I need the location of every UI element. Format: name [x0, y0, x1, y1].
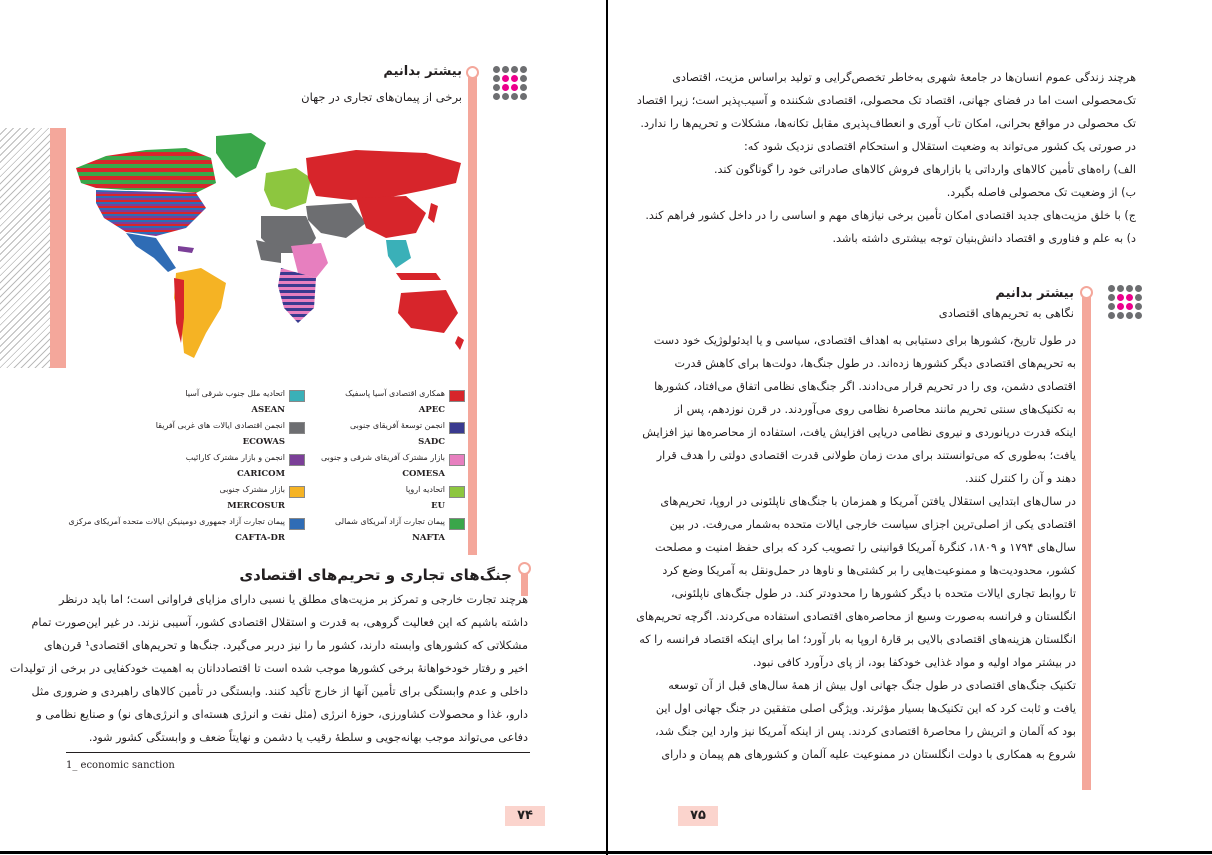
legend-code: NAFTA	[412, 533, 445, 543]
footnote: 1_ economic sanction	[66, 760, 175, 771]
left-body-text	[9, 588, 528, 749]
legend-item	[295, 513, 465, 551]
legend-swatch	[289, 422, 305, 434]
heading-bullet-icon	[518, 562, 531, 575]
text-line: مشکلاتی که کشورهای وابسته دارند، کشور ما را نیز دربر می‌گیرد. جنگ‌ها و تحریم‌های اقتصادی¹ قرن‌های	[43, 639, 528, 652]
legend-label: اتحادیه اروپا	[405, 485, 445, 494]
text-line: هرچند تجارت خارجی و تمرکز بر مزیت‌های مطلق یا نسبی دارای مزایای فراوانی است؛ اما باید درنظر	[59, 593, 528, 606]
legend-code: COMESA	[402, 469, 445, 479]
text-line: تکنیک جنگ‌های اقتصادی در طول جنگ جهانی اول بیش از همهٔ سال‌های قبل از آن توسعه	[668, 679, 1076, 692]
map-legend	[60, 385, 465, 545]
footnote-rule	[66, 752, 530, 753]
text-line: تک‌محصولی است اما در فضای جهانی، اقتصاد تک محصولی، اقتصادی شکننده و آسیب‌پذیر است؛ زیرا اقتصاد	[636, 94, 1136, 107]
text-line: در طول تاریخ، کشورها برای دستیابی به اهداف اقتصادی، سیاسی و یا ایدئولوژیک خود دست	[653, 334, 1076, 347]
legend-swatch	[289, 486, 305, 498]
europe-shape	[264, 168, 311, 210]
box-title: بیشتر بدانیم	[383, 64, 462, 79]
box-subtitle: برخی از پیمان‌های تجاری در جهان	[301, 90, 462, 104]
left-page	[0, 0, 606, 851]
text-line: ج) با خلق مزیت‌های جدید اقتصادی امکان تأمین برخی نیازهای مهم و اساسی را در داخل کشور فراهم کند.	[645, 209, 1136, 222]
legend-swatch	[449, 518, 465, 530]
legend-label: همکاری اقتصادی آسیا پاسفیک	[345, 389, 445, 398]
legend-swatch	[289, 390, 305, 402]
legend-label: پیمان تجارت آزاد جمهوری دومینیکن ایالات متحده آمریکای مرکزی	[68, 517, 285, 526]
text-line: بود که آلمان و اتریش را محاصرهٔ اقتصادی کردند. پس از اینکه آمریکا نیز وارد این جنگ شد،	[655, 725, 1076, 738]
legend-code: CARICOM	[237, 469, 285, 479]
text-line: د) به علم و فناوری و اقتصاد دانش‌بنیان توجه بیشتری داشته باشد.	[832, 232, 1136, 245]
indonesia-shape	[396, 273, 441, 280]
bullet-circle-icon	[1080, 286, 1093, 299]
right-page	[608, 0, 1212, 851]
text-line: اخیر و رفتار خودخواهانهٔ برخی کشورها موجب شده است تا اقتصاددانان به اهمیت خودکفایی در برخی از تولیدات	[9, 662, 528, 675]
legend-code: ECOWAS	[242, 437, 285, 447]
legend-swatch	[289, 454, 305, 466]
text-line: هرچند زندگی عموم انسان‌ها در جامعهٔ شهری به‌خاطر تخصص‌گرایی و تولید براساس مزیت، اقتصادی	[672, 71, 1136, 84]
legend-label: انجمن اقتصادی ایالات های غربی آفریقا	[155, 421, 285, 430]
legend-code: EU	[431, 501, 445, 511]
legend-swatch	[449, 486, 465, 498]
text-line: در بیشتر مواد اولیه و مواد غذایی خودکفا بود، از پای درآورد کافی نبود.	[752, 656, 1076, 669]
legend-swatch	[449, 422, 465, 434]
text-line: در صورتی یک کشور می‌تواند به وضعیت استقلال و استحکام اقتصادی نزدیک شود که:	[743, 140, 1136, 153]
text-line: اینکه قدرت دریانوردی و نیروی نظامی دریایی افزایش یافت، استفاده از محاصره‌ها نیز افزایش	[642, 426, 1076, 439]
text-line: کشور، محدودیت‌ها و ممنوعیت‌هایی را بر کشتی‌ها و ناوها در حمل‌ونقل به آمریکا وضع کرد	[662, 564, 1076, 577]
text-line: تک محصولی در مواقع بحرانی، امکان تاب آوری و انعطاف‌پذیری مقابل تکانه‌ها، مشکلات و تحریم‌ها را ندارد.	[640, 117, 1136, 130]
box-title: بیشتر بدانیم	[995, 286, 1074, 301]
text-line: انگلستان و فرانسه به‌صورت وسیع از محاصره‌های اقتصادی استفاده می‌کردند. اگرچه تحریم‌های	[636, 610, 1076, 623]
spine-divider	[606, 0, 608, 855]
legend-label: بازار مشترک جنوبی	[219, 485, 285, 494]
legend-code: ASEAN	[251, 405, 285, 415]
text-line: اقتصادی دشمن، وی را در تحریم قرار می‌دادند. اگر جنگ‌های نظامی اتفاق می‌افتاد، کشورها	[654, 380, 1076, 393]
map-frame-bar	[50, 128, 66, 368]
dots-grid-icon	[493, 66, 527, 100]
legend-label: انجمن و بازار مشترک کارائیب	[185, 453, 285, 462]
text-line: یافت؛ به‌طوری که می‌توانستند برای مدت زمان طولانی قدرت اقتصادی دولتی را هدف قرار	[656, 449, 1076, 462]
legend-item	[68, 513, 305, 551]
legend-code: MERCOSUR	[227, 501, 285, 511]
legend-label: پیمان تجارت آزاد آمریکای شمالی	[335, 517, 445, 526]
text-line: ب) از وضعیت تک محصولی فاصله بگیرد.	[946, 186, 1136, 199]
text-line: سال‌های ۱۷۹۴ و ۱۸۰۹، کنگرهٔ آمریکا قوانینی را تصویب کرد که برای حفظ امنیت و مصلحت	[655, 541, 1076, 554]
legend-label: اتحادیه ملل جنوب شرقی آسیا	[185, 389, 285, 398]
box-body-text	[636, 329, 1076, 766]
intro-text	[636, 66, 1136, 250]
box-side-bar	[1082, 290, 1091, 790]
text-line: اقتصادی یکی از اصلی‌ترین اجزای سیاست خارجی ایالات متحده به‌شمار می‌رفت. در بین	[669, 518, 1076, 531]
text-line: دهند و آن را کنترل کنند.	[964, 472, 1076, 485]
text-line: به تکنیک‌های سنتی تحریم مانند محاصرهٔ نظامی روی می‌آوردند. در قرن نوزدهم، پس از	[674, 403, 1076, 416]
hatch-pattern	[0, 128, 50, 368]
text-line: داشته باشیم که این فعالیت گروهی، به قدرت و استقلال اقتصادی کشور، آسیبی نزند. در غیر این‌صورت تمام	[31, 616, 528, 629]
box-side-bar	[468, 70, 477, 555]
text-line: شروع به همکاری با دولت انگلستان در ممنوعیت علیه آلمان و کشورهای هم پیمان و دارای	[661, 748, 1076, 761]
text-line: دارو، غذا و محصولات کشاورزی، حوزهٔ انرژی (مثل نفت و انرژی هسته‌ای و انرژی‌های نو) و صنایع نظامی و	[36, 708, 528, 721]
text-line: در سال‌های ابتدایی استقلال یافتن آمریکا و همزمان با جنگ‌های ناپلئونی در اروپا، تحریم‌های	[660, 495, 1076, 508]
text-line: به تحریم‌های اقتصادی دیگر کشورها زده‌اند. در طول جنگ‌ها، دولت‌ها برای کاهش قدرت	[674, 357, 1076, 370]
page-number-left: ۷۴	[517, 808, 533, 823]
legend-code: CAFTA-DR	[235, 533, 285, 543]
bottom-border	[0, 851, 1212, 854]
text-line: یافت و ثابت کرد که این تکنیک‌ها بسیار مؤثرند. ویژگی اصلی متفقین در جنگ جهانی اول این	[655, 702, 1076, 715]
text-line: تا روابط تجاری ایالات متحده با دیگر کشورها را محدودتر کند. در طول جنگ‌های ناپلئونی،	[670, 587, 1076, 600]
legend-code: SADC	[418, 437, 445, 447]
section-heading: جنگ‌های تجاری و تحریم‌های اقتصادی	[239, 566, 512, 584]
dots-grid-icon	[1108, 285, 1142, 319]
legend-swatch	[289, 518, 305, 530]
world-trade-agreements-map	[66, 128, 466, 368]
page-number-right: ۷۵	[690, 808, 706, 823]
legend-label: بازار مشترک آفریقای شرقی و جنوبی	[320, 453, 445, 462]
legend-label: انجمن توسعهٔ آفریقای جنوبی	[350, 421, 445, 430]
bullet-circle-icon	[466, 66, 479, 79]
box-subtitle: نگاهی به تحریم‌های اقتصادی	[938, 306, 1074, 320]
legend-code: APEC	[418, 405, 445, 415]
text-line: الف) راه‌های تأمین کالاهای وارداتی یا بازارهای فروش کالاهای صادراتی خود را گوناگون کند.	[713, 163, 1136, 176]
text-line: انگلستان هزینه‌های اقتصادی بالایی بر قارهٔ اروپا به بار آورد؛ اما برای اینکه اقتصاد فرانسه را که	[639, 633, 1076, 646]
legend-swatch	[449, 454, 465, 466]
text-line: داخلی و عدم وابستگی برای تأمین آنها از خارج تأکید کنند. وابستگی در تأمین کالاهای راهبردی و ضروری مثل	[31, 685, 528, 698]
text-line: دفاعی می‌تواند موجب بهانه‌جویی و سلطهٔ رقیب یا دشمن و نهایتاً ضعف و وابستگی کشور شود.	[88, 731, 528, 744]
legend-swatch	[449, 390, 465, 402]
